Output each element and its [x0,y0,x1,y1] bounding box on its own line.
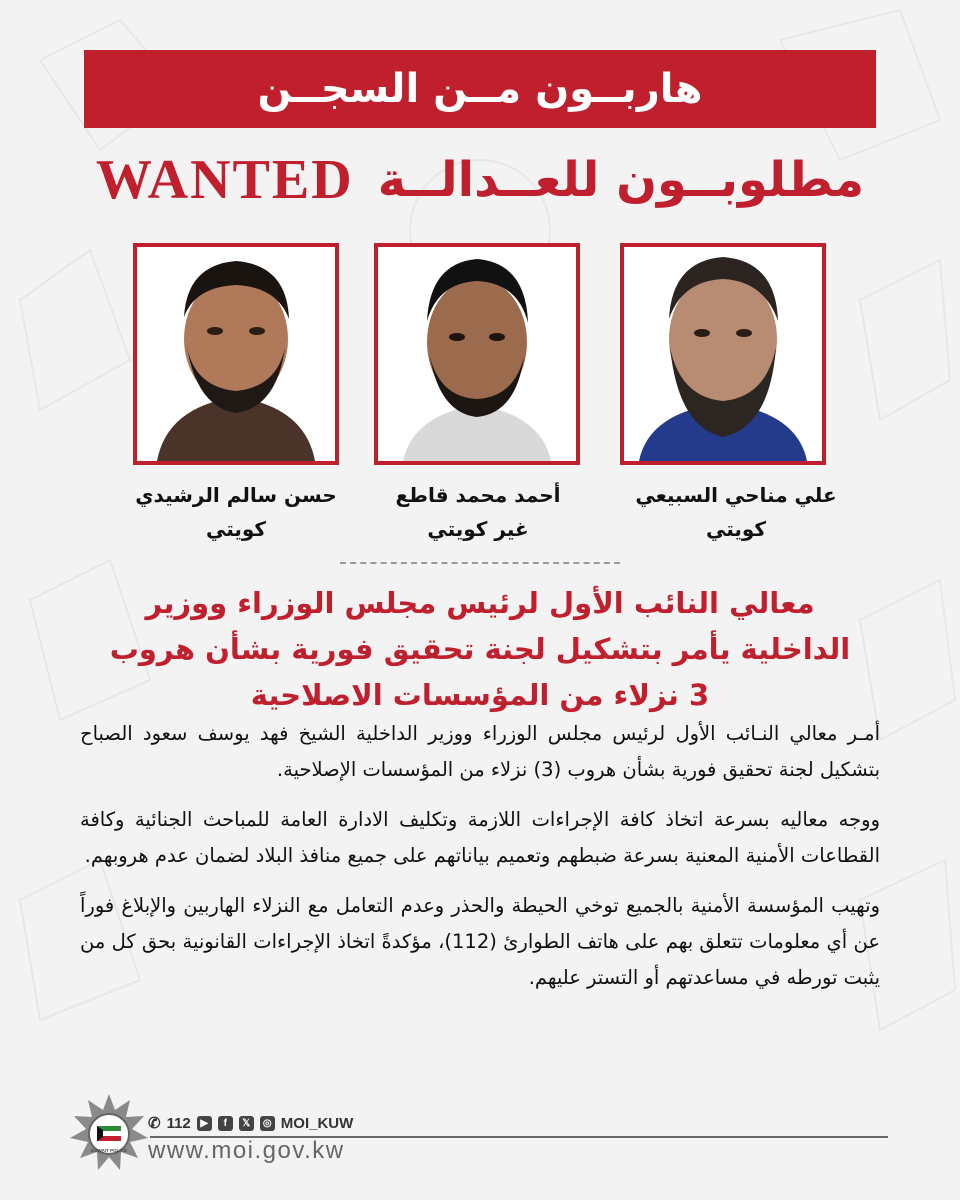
contact-row [148,1112,353,1134]
suspect-nationality: غير كويتي [427,517,529,541]
wanted-heading [84,140,876,220]
suspect-photo-hassan [133,243,339,465]
headline-line-3: 3 نزلاء من المؤسسات الاصلاحية [250,678,710,712]
suspect-nationality: كويتي [205,517,267,541]
suspect-caption-ali [606,478,866,546]
headline-line-2: الداخلية يأمر بتشكيل لجنة تحقيق فورية بشأن هروب [109,632,851,666]
facebook-icon[interactable]: f [218,1116,233,1131]
logo-text: KUWAIT POLICE [91,1148,127,1153]
wanted-arabic: مطلوبــون للعــدالــة [377,152,865,208]
website-link[interactable]: www.moi.gov.kw [148,1137,345,1164]
youtube-icon[interactable]: ▶ [197,1116,212,1131]
headline [80,580,880,718]
suspect-name: حسن سالم الرشيدي [135,483,337,507]
suspect-caption-hassan [106,478,366,546]
x-icon[interactable]: 𝕏 [239,1116,254,1131]
suspect-caption-ahmed [348,478,608,546]
kuwait-police-logo [68,1092,150,1174]
headline-line-1: معالي النائب الأول لرئيس مجلس الوزراء ووزير [145,586,815,620]
suspect-photo-ali [620,243,826,465]
social-handle[interactable]: MOI_KUW [280,1114,354,1132]
wanted-english: WANTED [95,149,354,211]
title-banner [84,50,876,128]
instagram-icon[interactable]: ◎ [260,1116,275,1131]
body-paragraph-3: وتهيب المؤسسة الأمنية بالجميع توخي الحيطة والحذر وعدم التعامل مع النزلاء الهاربين والإبلاغ فوراً عن أي معلومات تتعلق بهم على هاتف الطوارئ (112)، مؤكدةً اتخاذ الإجراءات القانونية بحق كل من يثبت تورطه في مساعدتهم أو التستر عليهم. [80,894,880,989]
suspect-photo-ahmed [374,243,580,465]
phone-icon: ✆ [148,1115,161,1132]
divider [340,562,620,564]
suspect-nationality: كويتي [705,517,767,541]
suspect-name: أحمد محمد قاطع [395,483,561,507]
body-paragraph-1: أمـر معالي النـائب الأول لرئيس مجلس الوزراء ووزير الداخلية الشيخ فهد يوسف سعود الصباح بتشكيل لجنة تحقيق فورية بشأن هروب (3) نزلاء من المؤسسات الإصلاحية. [80,722,880,781]
body-paragraph-2: ووجه معاليه بسرعة اتخاذ كافة الإجراءات اللازمة وتكليف الادارة العامة للمباحث الجنائية وكافة القطاعات الأمنية المعنية بسرعة ضبطهم وتعميم بياناتهم على جميع منافذ البلاد لضمان عدم هروبهم. [80,808,880,867]
body-text [80,716,880,1010]
banner-title: هاربــون مــن السجــن [257,66,703,112]
phone-number: 112 [166,1114,191,1132]
suspect-name: علي مناحي السبيعي [635,483,837,507]
